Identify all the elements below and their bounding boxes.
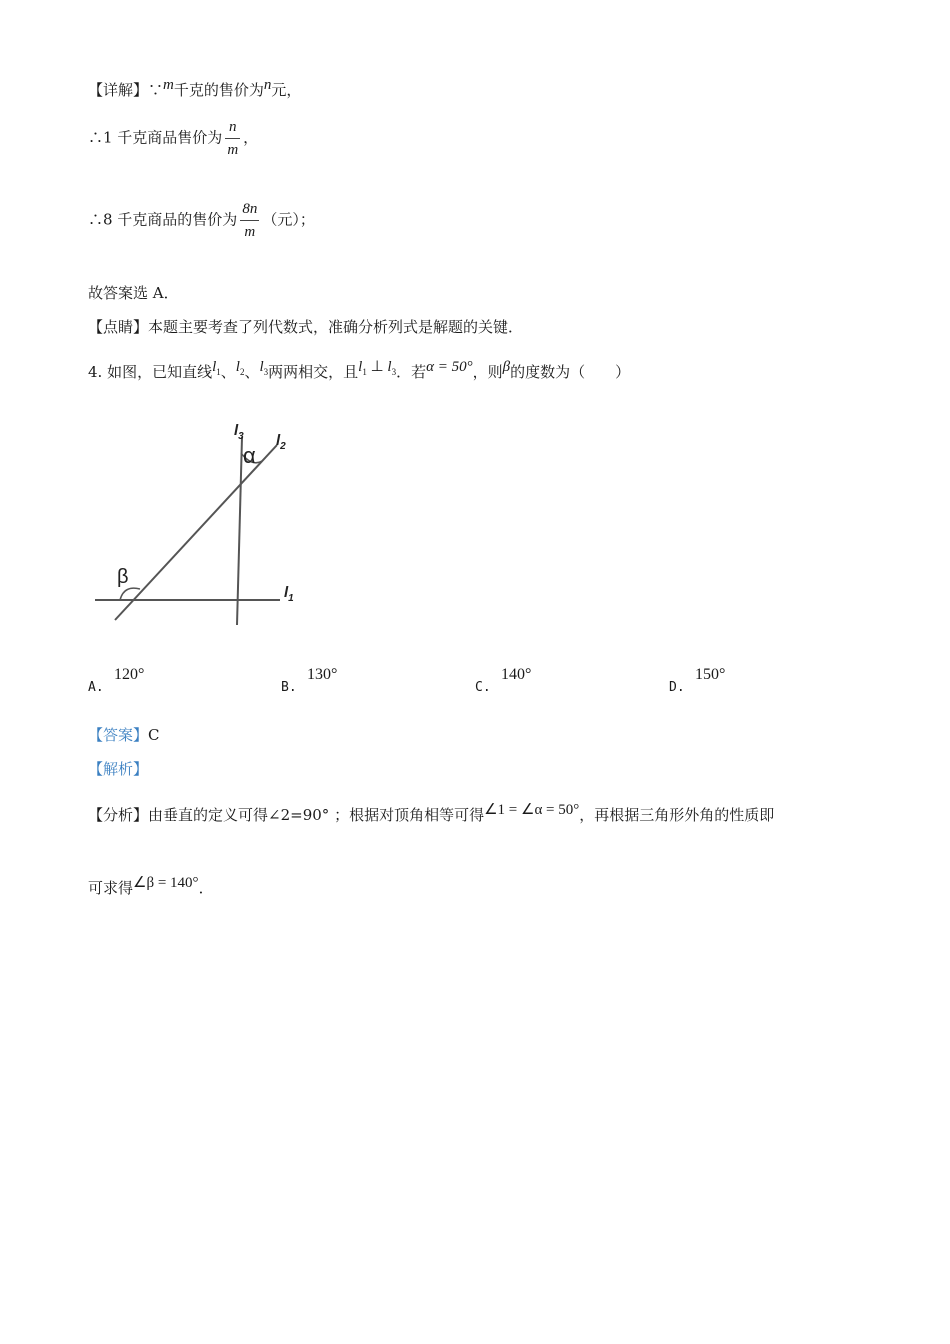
comment-line — [88, 317, 523, 337]
analysis-line-2 — [88, 875, 214, 899]
option-value: 130° — [307, 666, 338, 683]
fraction-denominator: m — [244, 224, 256, 240]
alpha-label: α — [243, 443, 256, 468]
conclusion: 故答案选 A． — [88, 284, 179, 302]
answer-value: C — [148, 726, 160, 744]
separator: 、 — [244, 363, 260, 381]
var-n: n — [263, 77, 272, 93]
step-1-prefix: ∴1 千克商品售价为 — [88, 128, 223, 147]
beta-result-equation: ∠β = 140° — [133, 875, 199, 891]
question-text-2: 两两相交，且 — [268, 363, 359, 381]
line-l2 — [115, 445, 277, 620]
vertical-angle-equation: ∠1 = ∠α = 50° — [484, 802, 580, 818]
fraction-n-over-m — [225, 116, 240, 161]
question-text-1: 如图，已知直线 — [107, 363, 213, 381]
option-value: 140° — [501, 666, 532, 683]
comment-tag: 【点睛】 — [88, 318, 149, 336]
question-text-3: ．若 — [396, 363, 427, 381]
option-label: B. — [281, 680, 297, 695]
line-l1-label: $l_1$ — [212, 359, 221, 377]
question-text-5: 的度数为（ ） — [510, 363, 631, 381]
step-2-prefix: ∴8 千克商品的售价为 — [88, 210, 238, 229]
fraction-8n-over-m — [240, 198, 259, 243]
option-value: 120° — [114, 666, 145, 683]
analysis-text-1: 由垂直的定义可得∠2=90° — [148, 806, 330, 824]
analysis-text-2: ；根据对顶角相等可得 — [334, 806, 485, 824]
analysis-text-4: 可求得 — [88, 879, 134, 897]
alpha-equation: α = 50° — [426, 359, 473, 375]
detail-text-1: 千克的售价为 — [173, 81, 264, 99]
l3-label: $l_3$ — [234, 422, 244, 442]
question-line — [88, 359, 631, 388]
fraction-denominator: m — [227, 142, 239, 158]
analysis-tag-inner: 【分析】 — [88, 806, 149, 824]
question-text-4: ，则 — [472, 363, 503, 381]
since-symbol: ∵ — [148, 81, 164, 99]
analysis-line-1 — [88, 802, 775, 826]
detail-text-2: 元， — [271, 81, 302, 99]
analysis-tag: 【解析】 — [88, 760, 149, 778]
step-1-line — [88, 116, 258, 161]
analysis-text-5: ． — [198, 879, 214, 897]
line-l3 — [237, 437, 242, 625]
option-label: C. — [475, 680, 491, 695]
option-value: 150° — [695, 666, 726, 683]
option-label: A. — [88, 680, 104, 695]
beta-arc — [120, 588, 140, 600]
l2-label: $l_2$ — [276, 432, 286, 452]
geometry-figure — [80, 415, 320, 635]
step-2-line — [88, 198, 315, 243]
var-m: m — [163, 77, 174, 93]
answer-tag: 【答案】 — [88, 726, 149, 744]
line-l3-label: $l_3$ — [259, 359, 269, 377]
beta-label: β — [117, 566, 129, 588]
option-label: D. — [669, 680, 685, 695]
step-2-suffix: （元）； — [262, 210, 315, 229]
separator: 、 — [220, 363, 236, 381]
step-1-suffix: ， — [243, 128, 259, 147]
fraction-numerator: 8n — [240, 198, 259, 221]
answer-line — [88, 725, 160, 745]
perpendicular-expression: $l_1$ ⊥ $l_3$ — [358, 359, 397, 377]
fraction-numerator: n — [225, 116, 240, 139]
question-number: 4. — [88, 363, 103, 381]
detail-tag: 【详解】 — [88, 81, 149, 99]
detail-line — [88, 77, 302, 101]
l1-label: $l_1$ — [284, 584, 294, 604]
comment-text: 本题主要考查了列代数式，准确分析列式是解题的关键． — [148, 318, 524, 336]
line-l2-label: $l_2$ — [235, 359, 245, 377]
analysis-text-3: ，再根据三角形外角的性质即 — [579, 806, 775, 824]
beta-symbol: β — [502, 359, 511, 375]
